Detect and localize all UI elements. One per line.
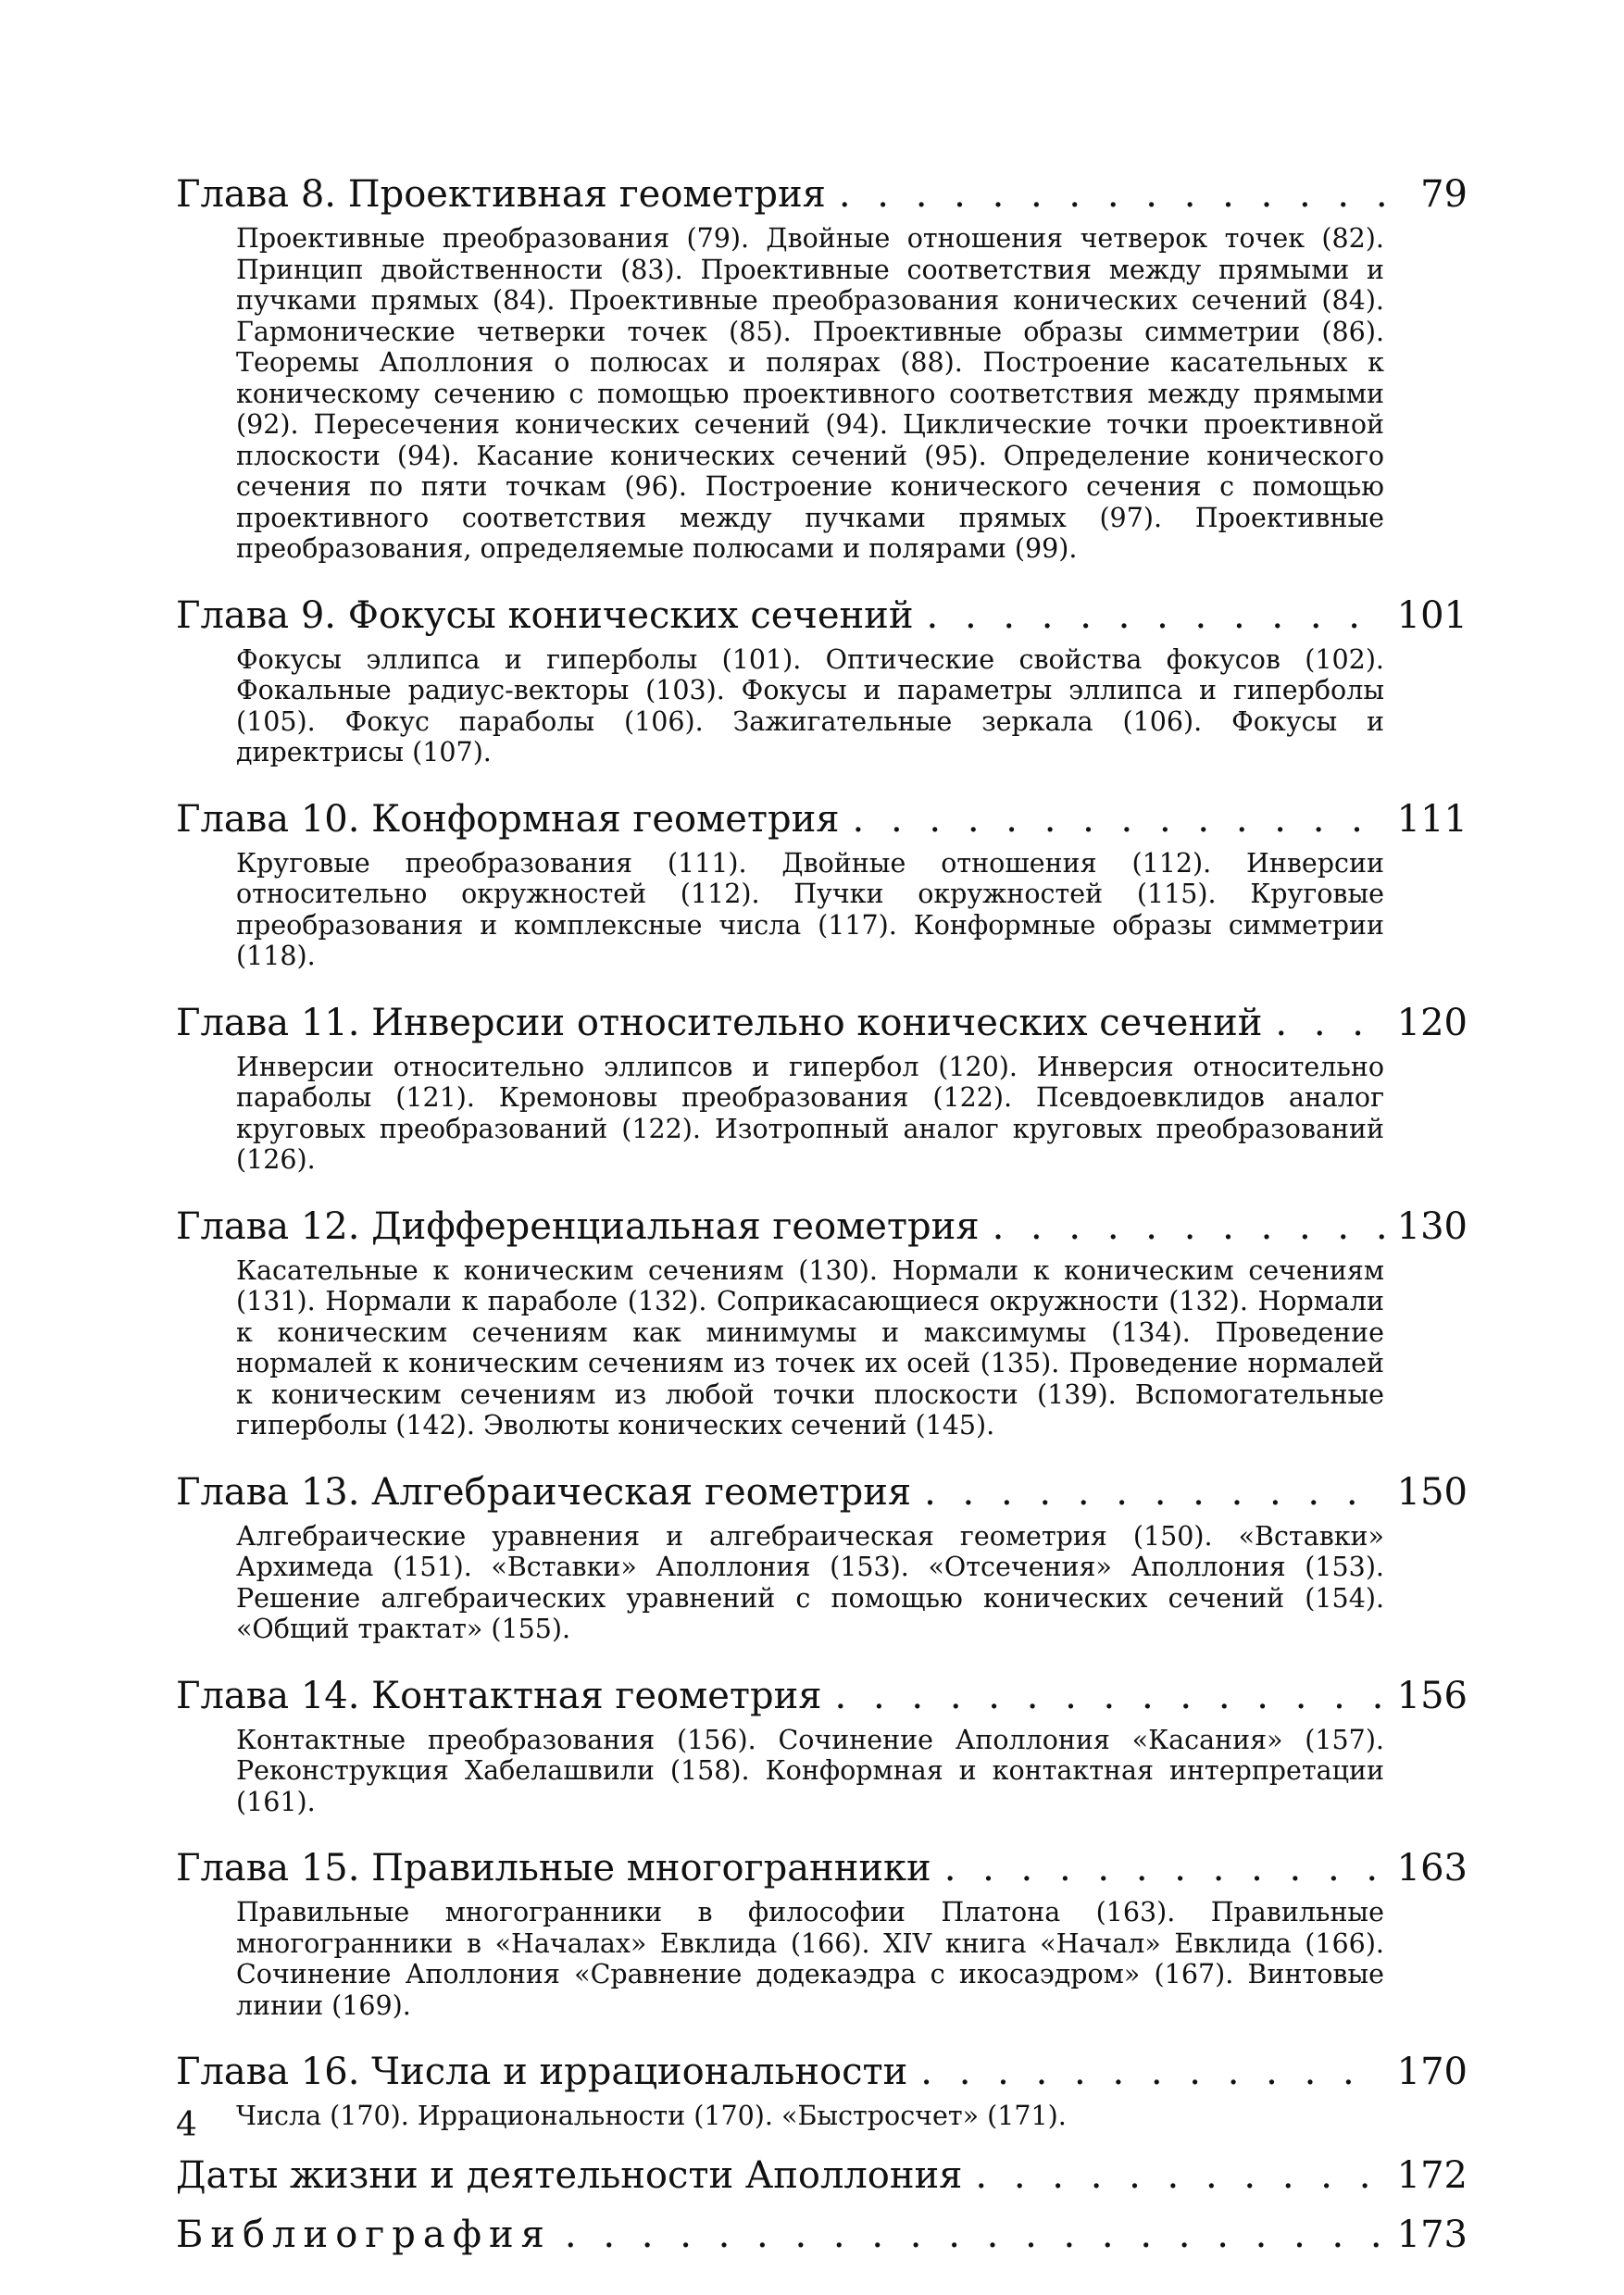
- toc-entry-ch12: [176, 1204, 1468, 1441]
- chapter-contents: Касательные к коническим сечениям (130). Нормали к коническим сечениям (131). Нормали к параболе (132). Соприкасающиеся окружности (132). Нормали к коническим сечениям как минимумы и максимумы (134). Проведение нормалей к коническим сечениям из точек их осей (135). Проведение нормалей к коническим сечениям из любой точки плоскости (139). Вспомогательные гиперболы (142). Эволюты конических сечений (145).: [236, 1254, 1384, 1441]
- chapter-page: 156: [1396, 1674, 1468, 1717]
- toc-entry-ch16: [176, 2049, 1468, 2132]
- chapter-page: 150: [1396, 1470, 1468, 1514]
- chapter-title: Глава 9. Фокусы конических сечений: [176, 593, 914, 637]
- chapter-contents: Круговые преобразования (111). Двойные отношения (112). Инверсии относительно окружностей (112). Пучки окружностей (115). Круговые преобразования и комплексные числа (117). Конформные образы симметрии (118).: [236, 847, 1384, 971]
- toc-entry-apollonius-dates: [176, 2152, 1468, 2199]
- table-of-contents: [176, 171, 1468, 2286]
- toc-heading: [176, 1204, 1468, 1250]
- dot-leader: [853, 796, 1384, 842]
- toc-entry-ch11: [176, 1000, 1468, 1176]
- toc-entry-ch13: [176, 1469, 1468, 1645]
- dot-leader: [1275, 1000, 1383, 1046]
- section-page: 173: [1396, 2213, 1468, 2256]
- dot-leader: [927, 592, 1384, 639]
- section-page: 172: [1396, 2153, 1468, 2197]
- section-title: Библиография: [176, 2213, 552, 2256]
- section-title: Даты жизни и деятельности Аполлония: [176, 2153, 963, 2197]
- toc-heading: [176, 1469, 1468, 1515]
- dot-leader: [920, 2049, 1383, 2095]
- toc-heading: [176, 2049, 1468, 2095]
- dot-leader: [839, 171, 1390, 218]
- page-number: 4: [176, 2106, 197, 2144]
- toc-heading: [176, 1673, 1468, 1719]
- toc-heading: [176, 1845, 1468, 1891]
- chapter-contents: Правильные многогранники в философии Платона (163). Правильные многогранники в «Началах» Евклида (166). XIV книга «Начал» Евклида (166). Сочинение Аполлония «Сравнение додекаэдра с икосаэдром» (167). Винтовые линии (169).: [236, 1897, 1384, 2021]
- chapter-contents: Проективные преобразования (79). Двойные отношения четверок точек (82). Принцип двойственности (83). Проективные соответствия между прямыми и пучками прямых (84). Проективные преобразования конических сечений (84). Гармонические четверки точек (85). Проективные образы симметрии (86). Теоремы Аполлония о полюсах и полярах (88). Построение касательных к коническому сечению с помощью проективного соответствия между прямыми (92). Пересечения конических сечений (94). Циклические точки проективной плоскости (94). Касание конических сечений (95). Определение конического сечения по пяти точкам (96). Построение конического сечения с помощью проективного соответствия между пучками прямых (97). Проективные преобразования, определяемые полюсами и полярами (99).: [236, 223, 1384, 564]
- toc-entry-bibliography: [176, 2212, 1468, 2258]
- toc-entry-ch8: [176, 171, 1468, 565]
- chapter-contents: Числа (170). Иррациональности (170). «Быстросчет» (171).: [236, 2101, 1067, 2131]
- chapter-title: Глава 14. Контактная геометрия: [176, 1674, 822, 1717]
- chapter-title: Глава 12. Дифференциальная геометрия: [176, 1204, 980, 1248]
- chapter-page: 79: [1420, 173, 1468, 216]
- toc-heading: [176, 2152, 1468, 2199]
- chapter-page: 170: [1396, 2051, 1468, 2093]
- chapter-title: Глава 16. Числа и иррациональности: [176, 2051, 908, 2093]
- chapter-contents: Фокусы эллипса и гиперболы (101). Оптические свойства фокусов (102). Фокальные радиус-векторы (103). Фокусы и параметры эллипса и гиперболы (105). Фокус параболы (106). Зажигательные зеркала (106). Фокусы и директрисы (107).: [236, 643, 1384, 767]
- dot-leader: [975, 2152, 1383, 2199]
- chapter-page: 101: [1396, 593, 1468, 637]
- dot-leader: [835, 1673, 1384, 1719]
- toc-heading: [176, 1000, 1468, 1046]
- dot-leader: [993, 1204, 1384, 1250]
- chapter-title: Глава 11. Инверсии относительно конических сечений: [176, 1001, 1263, 1044]
- chapter-contents: Инверсии относительно эллипсов и гипербол (120). Инверсия относительно параболы (121). Кремоновы преобразования (122). Псевдоевклидов аналог круговых преобразований (122). Изотропный аналог круговых преобразований (126).: [236, 1051, 1384, 1175]
- chapter-title: Глава 15. Правильные многогранники: [176, 1847, 931, 1890]
- toc-entry-ch10: [176, 796, 1468, 972]
- chapter-title: Глава 10. Конформная геометрия: [176, 797, 840, 841]
- toc-heading: [176, 592, 1468, 639]
- chapter-page: 163: [1396, 1847, 1468, 1890]
- chapter-contents: Алгебраические уравнения и алгебраическая геометрия (150). «Вставки» Архимеда (151). «Вставки» Аполлония (153). «Отсечения» Аполлония (153). Решение алгебраических уравнений с помощью конических сечений (154). «Общий трактат» (155).: [236, 1520, 1384, 1644]
- chapter-page: 120: [1396, 1001, 1468, 1044]
- toc-heading: [176, 171, 1468, 218]
- chapter-page: 111: [1396, 797, 1468, 841]
- chapter-page: 130: [1396, 1204, 1468, 1248]
- dot-leader: [944, 1845, 1384, 1891]
- chapter-title: Глава 13. Алгебраическая геометрия: [176, 1470, 912, 1514]
- toc-heading: [176, 796, 1468, 842]
- dot-leader: [924, 1469, 1384, 1515]
- toc-heading: [176, 2212, 1468, 2258]
- chapter-contents: Контактные преобразования (156). Сочинение Аполлония «Касания» (157). Реконструкция Хабелашвили (158). Конформная и контактная интерпретации (161).: [236, 1724, 1384, 1817]
- toc-entry-ch9: [176, 592, 1468, 768]
- dot-leader: [565, 2212, 1384, 2258]
- toc-entry-ch14: [176, 1673, 1468, 1818]
- chapter-title: Глава 8. Проективная геометрия: [176, 173, 826, 216]
- toc-entry-ch15: [176, 1845, 1468, 2021]
